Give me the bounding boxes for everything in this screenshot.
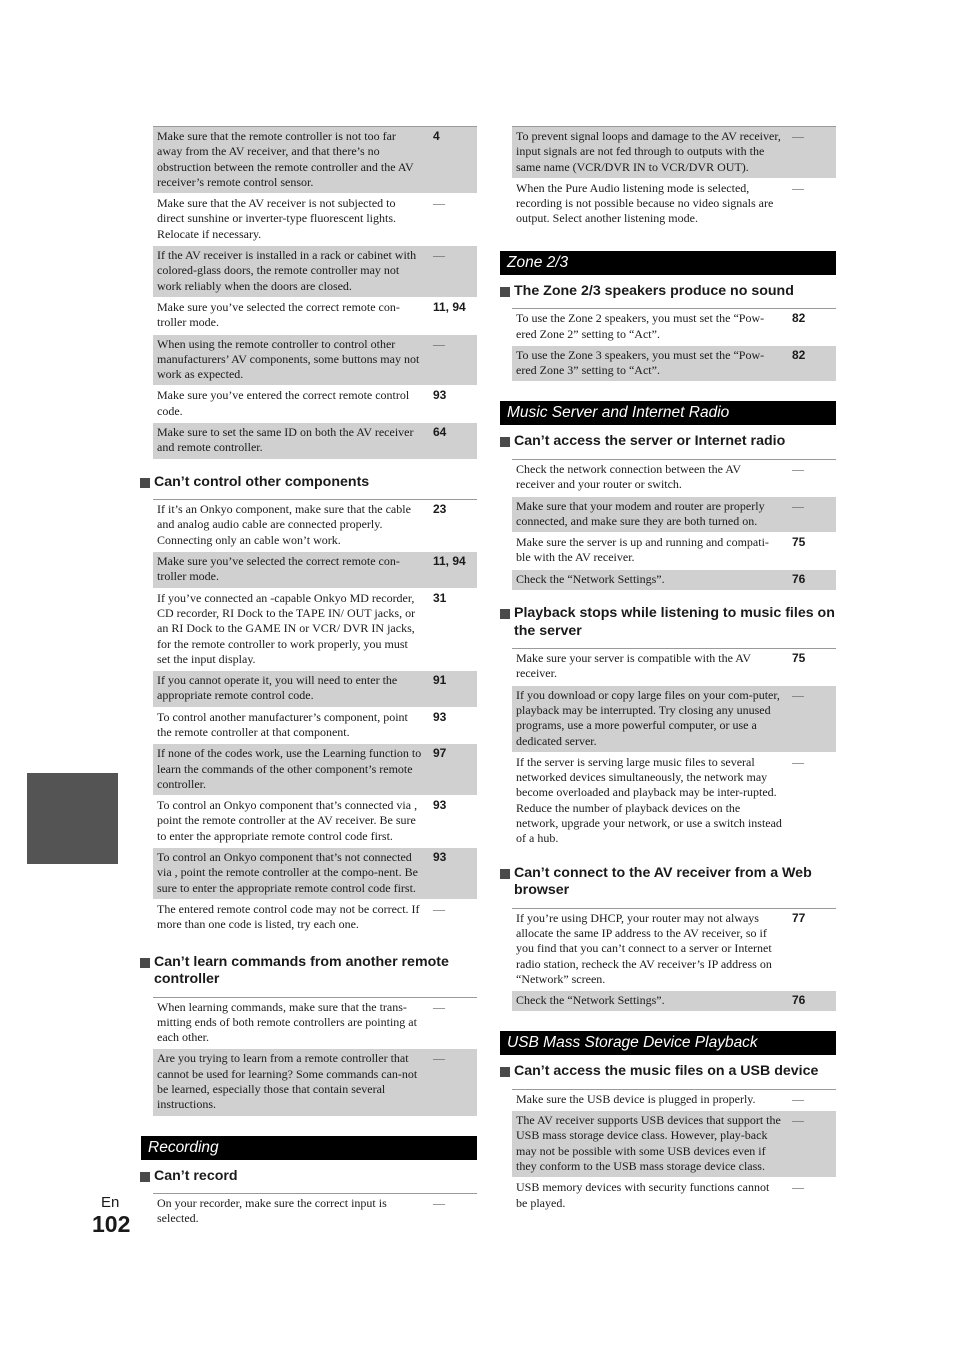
page-reference: 93 — [433, 709, 447, 724]
bullet-square-icon — [140, 958, 150, 968]
page-reference: — — [792, 1091, 804, 1106]
page-reference: 82 — [792, 347, 806, 362]
row-text: Make sure the USB device is plugged in properly. — [516, 1091, 756, 1106]
bullet-square-icon — [500, 287, 510, 297]
page-reference: 4 — [433, 129, 440, 143]
subheading-text: Can’t learn commands from another remote controller — [154, 953, 449, 988]
subheading-record — [140, 1168, 477, 1186]
table-row — [512, 649, 836, 686]
page-reference: — — [792, 461, 804, 476]
table-row — [512, 127, 836, 179]
row-text: Make sure that the remote controller is not too far away from the AV receiver, and that there’s no obstruction between the remote controller and the AV receiver’s remote control sensor. — [157, 129, 414, 189]
table-row — [153, 298, 477, 335]
table-row — [153, 671, 477, 708]
page-reference: — — [792, 180, 804, 195]
page-reference: — — [433, 1196, 445, 1211]
table-row — [153, 335, 477, 387]
table-row — [153, 386, 477, 423]
subheading-server — [500, 433, 836, 451]
row-text: If you download or copy large files on your com-puter, playback may be interrupted. Try closing any unused programs, use a more powerful computer, or use a dedicated server. — [516, 687, 780, 748]
table-row — [512, 497, 836, 534]
page-reference: — — [433, 196, 445, 211]
row-text: USB memory devices with security functions cannot be played. — [516, 1180, 770, 1210]
row-text: If you cannot operate it, you will need to enter the appropriate remote control code. — [157, 673, 398, 703]
page-reference: — — [792, 129, 804, 143]
table-row — [512, 1178, 836, 1215]
row-text: When the Pure Audio listening mode is selected, recording is not possible because no video signals are output. Select another listening mode. — [516, 180, 774, 226]
table-row — [512, 309, 836, 346]
page-reference: — — [433, 248, 445, 263]
record-table — [153, 1193, 477, 1231]
row-text: Make sure you’ve selected the correct remote con-troller mode. — [157, 554, 400, 584]
learn-table — [153, 997, 477, 1117]
page-reference: 75 — [792, 535, 806, 550]
zone-table — [512, 308, 836, 382]
table-row — [512, 909, 836, 991]
subheading-text: Can’t connect to the AV receiver from a Web browser — [514, 864, 812, 899]
page-reference: — — [433, 999, 445, 1014]
table-row — [153, 246, 477, 298]
subheading-learn — [140, 954, 477, 989]
subheading-text: Can’t record — [154, 1167, 238, 1184]
table-row — [153, 500, 477, 552]
usb-table — [512, 1089, 836, 1215]
row-text: If none of the codes work, use the Learning function to learn the commands of the other component’s remote controller. — [157, 746, 422, 791]
row-text: If it’s an Onkyo component, make sure that the cable and analog audio cable are connected properly. Connecting only an cable won’t work. — [157, 502, 411, 547]
right-column — [507, 126, 836, 1215]
page-reference: 11, 94 — [433, 554, 466, 569]
page-reference: 76 — [792, 993, 806, 1008]
table-row — [153, 423, 477, 460]
table-row — [153, 1194, 477, 1231]
table-row — [512, 753, 836, 851]
row-text: To control an Onkyo component that’s not connected via , point the remote controller at the compo-nent. Be sure to enter the appropriate remote control code first. — [157, 850, 418, 895]
bullet-square-icon — [140, 478, 150, 488]
subheading-components — [140, 474, 477, 492]
bullet-square-icon — [500, 1067, 510, 1077]
row-text: Check the “Network Settings”. — [516, 571, 665, 586]
subheading-zone — [500, 283, 836, 301]
web-table — [512, 908, 836, 1013]
table-row — [153, 744, 477, 796]
subheading-text: Playback stops while listening to music files on the server — [514, 605, 835, 639]
page-reference: — — [433, 901, 445, 916]
page-reference: 93 — [433, 850, 447, 865]
row-text: On your recorder, make sure the correct input is selected. — [157, 1196, 387, 1226]
page-reference: — — [792, 687, 804, 702]
row-text: When learning commands, make sure that the trans-mitting ends of both remote controllers are pointing at each other. — [157, 999, 417, 1045]
row-text: The AV receiver supports USB devices that support the USB mass storage device class. However, play-back may not be possible with some USB devices even if they conform to the USB mass storage device class. — [516, 1113, 781, 1174]
row-text: To use the Zone 3 speakers, you must set the “Pow-ered Zone 3” setting to “Act”. — [516, 347, 765, 378]
table-row — [512, 533, 836, 570]
bullet-square-icon — [140, 1172, 150, 1182]
subheading-playback — [500, 605, 836, 640]
table-row — [153, 589, 477, 671]
page-reference: 77 — [792, 910, 806, 925]
page-reference: — — [792, 1113, 804, 1128]
section-band-zone: Zone 2/3 — [500, 251, 836, 275]
page-reference: — — [433, 1051, 445, 1066]
page-reference: 97 — [433, 746, 447, 761]
row-text: Make sure that your modem and router are properly connected, and make sure they are both turned on. — [516, 498, 765, 528]
table-row — [153, 552, 477, 589]
row-text: If the AV receiver is installed in a rack or cabinet with colored-glass doors, the remote controller may not work reliably when the doors are closed. — [157, 248, 417, 293]
page-reference: — — [792, 1180, 804, 1195]
subheading-text: The Zone 2/3 speakers produce no sound — [514, 282, 794, 299]
bullet-square-icon — [500, 869, 510, 879]
table-row — [153, 796, 477, 848]
table-row — [153, 708, 477, 745]
section-band-usb: USB Mass Storage Device Playback — [500, 1031, 836, 1055]
row-text: To control another manufacturer’s component, point the remote controller at that component. — [157, 709, 408, 739]
row-text: Make sure to set the same ID on both the AV receiver and remote controller. — [157, 425, 414, 455]
page-reference: — — [433, 336, 445, 351]
playback-table — [512, 648, 836, 851]
page-reference: 93 — [433, 388, 447, 403]
row-text: If the server is serving large music files to several networked devices simultaneously, the network may become overloaded and playback may be inter-rupted. Reduce the number of playback devices on the network, upgrade your network, or use a switch instead of a hub. — [516, 754, 782, 846]
table-row — [512, 1111, 836, 1178]
subheading-text: Can’t control other components — [154, 473, 370, 490]
remote-table — [153, 126, 477, 460]
subheading-text: Can’t access the server or Internet radio — [514, 433, 786, 450]
bullet-square-icon — [500, 609, 510, 619]
row-text: To use the Zone 2 speakers, you must set the “Pow-ered Zone 2” setting to “Act”. — [516, 311, 765, 341]
table-row — [153, 1049, 477, 1116]
row-text: To control an Onkyo component that’s connected via , point the remote controller at the AV receiver. Be sure to enter the appropriate remote control code first. — [157, 798, 418, 843]
components-table — [153, 499, 477, 936]
page-reference: 11, 94 — [433, 299, 466, 314]
row-text: Are you trying to learn from a remote controller that cannot be used for learning? Some commands can-not be learned, especially those that contain several instructions. — [157, 1051, 418, 1112]
page-reference: — — [792, 498, 804, 513]
row-text: To prevent signal loops and damage to the AV receiver, input signals are not fed through to outputs with the same name (VCR/DVR IN to VCR/DVR OUT). — [516, 129, 781, 174]
table-row — [153, 848, 477, 900]
table-row — [512, 179, 836, 231]
table-row — [153, 127, 477, 194]
subheading-web — [500, 865, 836, 900]
page-reference: 75 — [792, 651, 806, 666]
recording-cont-table — [512, 126, 836, 231]
table-row — [153, 998, 477, 1050]
row-text: If you’re using DHCP, your router may not always allocate the same IP address to the AV receiver, so if you find that you can’t connect to a server or Internet radio station, recheck the AV receiver’s IP address on “Network” screen. — [516, 910, 772, 986]
bullet-square-icon — [500, 437, 510, 447]
page-reference: 93 — [433, 798, 447, 813]
subheading-usb — [500, 1063, 836, 1081]
server-table — [512, 459, 836, 591]
page-reference: 64 — [433, 425, 447, 440]
page-reference: 31 — [433, 590, 447, 605]
page-reference: 82 — [792, 311, 806, 326]
table-row — [512, 991, 836, 1012]
table-row — [512, 1090, 836, 1111]
language-label: En — [101, 1194, 120, 1211]
left-column — [148, 126, 477, 1231]
row-text: Check the “Network Settings”. — [516, 993, 665, 1008]
table-row — [512, 570, 836, 591]
table-row — [153, 194, 477, 246]
page-reference: — — [792, 754, 804, 769]
row-text: Check the network connection between the AV receiver and your router or switch. — [516, 461, 741, 492]
row-text: Make sure you’ve entered the correct remote control code. — [157, 388, 410, 418]
table-row — [512, 346, 836, 383]
row-text: Make sure you’ve selected the correct remote con-troller mode. — [157, 299, 400, 330]
table-row — [153, 900, 477, 937]
section-band-music-server: Music Server and Internet Radio — [500, 401, 836, 425]
row-text: Make sure the server is up and running and compati-ble with the AV receiver. — [516, 535, 769, 565]
row-text: Make sure your server is compatible with the AV receiver. — [516, 651, 751, 681]
subheading-text: Can’t access the music files on a USB device — [514, 1063, 819, 1080]
page-number: 102 — [92, 1211, 131, 1237]
page-reference: 91 — [433, 673, 447, 688]
row-text: If you’ve connected an -capable Onkyo MD recorder, CD recorder, RI Dock to the TAPE IN/ OUT jacks, or an RI Dock to the GAME IN or VCR/ DVR IN jacks, for the remote controller to work properly, you must set the input display. — [157, 590, 416, 666]
row-text: Make sure that the AV receiver is not subjected to direct sunshine or inverter-type fluorescent lights. Relocate if necessary. — [157, 196, 397, 241]
page-reference: 23 — [433, 502, 447, 517]
table-row — [512, 686, 836, 753]
row-text: When using the remote controller to control other manufacturers’ AV components, some buttons may not work as expected. — [157, 336, 420, 382]
page-reference: 76 — [792, 571, 806, 586]
row-text: The entered remote control code may not be correct. If more than one code is listed, try each one. — [157, 901, 420, 932]
section-tab-marker — [27, 773, 118, 864]
table-row — [512, 460, 836, 497]
section-band-recording: Recording — [141, 1136, 477, 1160]
